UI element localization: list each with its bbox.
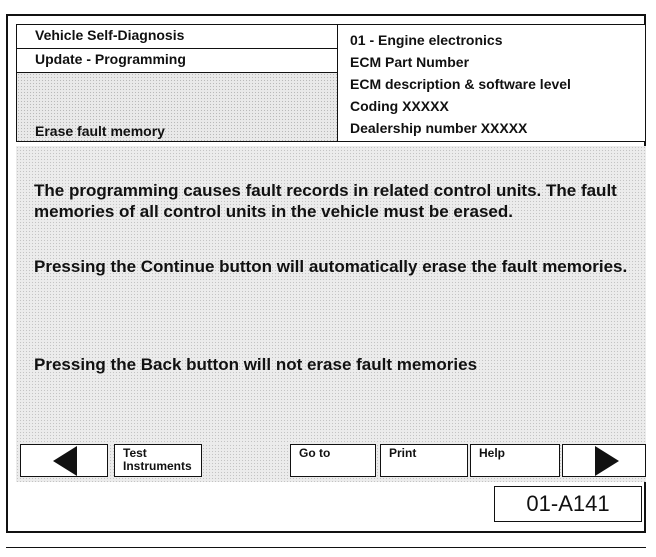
message-area — [16, 146, 646, 446]
message-fault-records: The programming causes fault records in related control units. The fault memories of all control units in the vehicle must be erased. — [34, 181, 617, 221]
test-instruments-button[interactable] — [114, 444, 202, 477]
header-right-panel — [338, 24, 646, 142]
left-arrow-icon — [53, 446, 77, 476]
help-button[interactable]: Help — [470, 444, 560, 477]
screen-code: 01-A141 — [494, 486, 642, 522]
print-button[interactable]: Print — [380, 444, 468, 477]
message-back-info: Pressing the Back button will not erase fault memories — [34, 355, 478, 374]
control-unit-name: 01 - Engine electronics — [350, 32, 503, 48]
coding-value: Coding XXXXX — [350, 98, 449, 114]
message-continue-info: Pressing the Continue button will automatically erase the fault memories. — [34, 257, 628, 276]
header-left-panel — [16, 24, 338, 142]
continue-button[interactable] — [562, 444, 646, 477]
header-function-area — [17, 73, 337, 141]
goto-button[interactable]: Go to — [290, 444, 376, 477]
dealership-number: Dealership number XXXXX — [350, 120, 528, 136]
test-instruments-label-line2: Instruments — [123, 459, 192, 473]
function-label: Erase fault memory — [35, 123, 165, 139]
back-button[interactable] — [20, 444, 108, 477]
right-arrow-icon — [595, 446, 619, 476]
screen-frame — [6, 14, 646, 533]
ecm-part-number: ECM Part Number — [350, 54, 470, 70]
test-instruments-label-line1: Test — [123, 446, 147, 460]
header-row-vehicle-self-diagnosis: Vehicle Self-Diagnosis — [17, 25, 337, 49]
header-row-update-programming: Update - Programming — [17, 49, 337, 73]
ecm-description: ECM description & software level — [350, 76, 571, 92]
button-bar — [16, 444, 646, 482]
